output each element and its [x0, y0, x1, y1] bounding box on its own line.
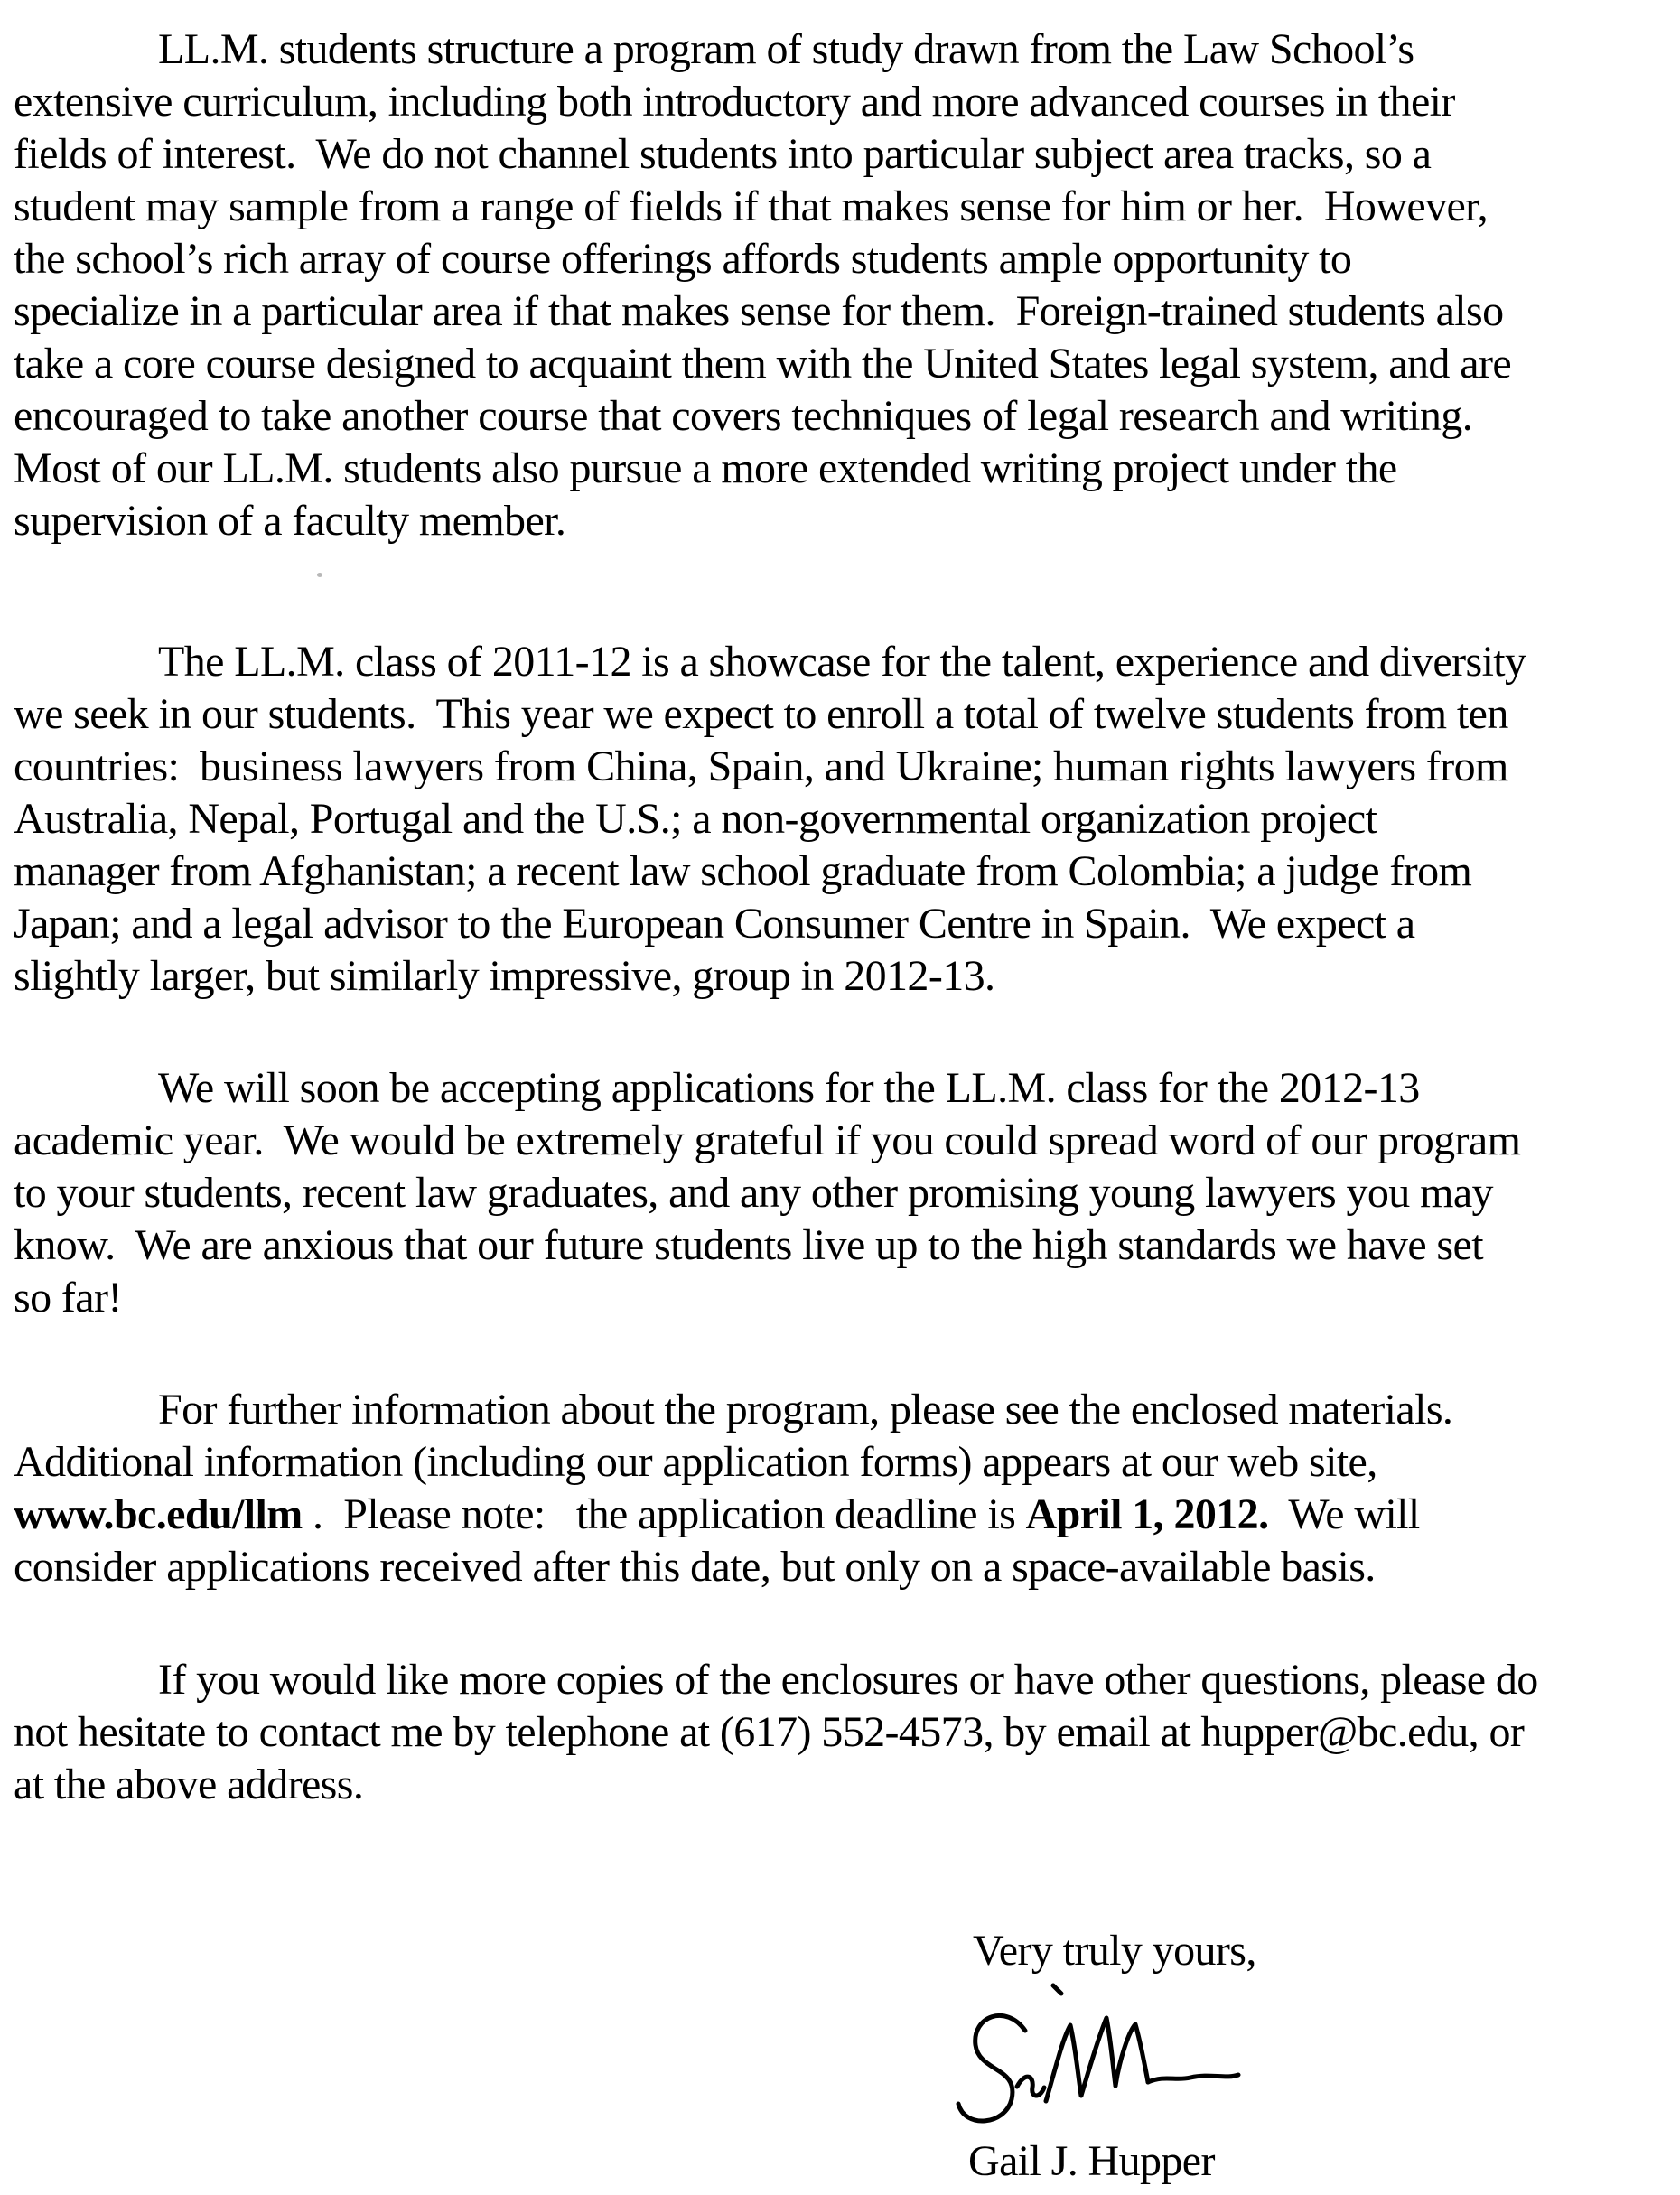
text-segment: . Please note: the application deadline is [302, 1490, 1026, 1538]
text-line [14, 898, 1677, 950]
text-line [14, 1436, 1677, 1489]
text-line [14, 793, 1677, 845]
text-segment: take a core course designed to acquaint them with the United States legal system, and are [14, 340, 1512, 388]
text-segment: Additional information (including our application forms) appears at our web site, [14, 1438, 1377, 1486]
text-segment: academic year. We would be extremely grateful if you could spread word of our program [14, 1116, 1521, 1164]
text-line [14, 181, 1677, 233]
text-line [14, 1384, 1677, 1436]
text-line [14, 688, 1677, 741]
text-segment: For further information about the program, please see the enclosed materials. [158, 1386, 1453, 1434]
signature-name: Gail J. Hupper [968, 2137, 1215, 2185]
text-segment: fields of interest. We do not channel students into particular subject area tracks, so a [14, 130, 1432, 178]
text-segment: LL.M. students structure a program of study drawn from the Law School’s [158, 25, 1414, 73]
text-segment: extensive curriculum, including both introductory and more advanced courses in their [14, 78, 1455, 126]
text-segment: Australia, Nepal, Portugal and the U.S.; a non-governmental organization project [14, 795, 1377, 843]
text-line [14, 128, 1677, 181]
text-segment: countries: business lawyers from China, Spain, and Ukraine; human rights lawyers from [14, 743, 1508, 790]
text-line [14, 1654, 1677, 1706]
text-line [14, 1115, 1677, 1167]
text-segment: If you would like more copies of the enclosures or have other questions, please do [158, 1656, 1538, 1704]
text-line [14, 390, 1677, 443]
text-segment: student may sample from a range of fields if that makes sense for him or her. However, [14, 182, 1489, 230]
signature-icon [938, 1978, 1249, 2134]
text-segment: slightly larger, but similarly impressive, group in 2012-13. [14, 952, 995, 1000]
text-line [14, 443, 1677, 495]
text-line [14, 1062, 1677, 1115]
text-line [14, 845, 1677, 898]
text-segment: the school’s rich array of course offerings affords students ample opportunity to [14, 235, 1352, 283]
text-line [14, 950, 1677, 1003]
text-segment: specialize in a particular area if that makes sense for them. Foreign-trained students also [14, 287, 1504, 335]
bold-text: www.bc.edu/llm [14, 1490, 303, 1538]
paragraph-1 [14, 23, 1677, 547]
text-segment: The LL.M. class of 2011-12 is a showcase for the talent, experience and diversity [158, 638, 1526, 686]
text-segment: supervision of a faculty member. [14, 497, 566, 545]
text-line [14, 495, 1677, 547]
text-line [14, 741, 1677, 793]
text-line [14, 233, 1677, 285]
text-segment: Most of our LL.M. students also pursue a more extended writing project under the [14, 444, 1397, 492]
text-segment: consider applications received after this date, but only on a space-available basis. [14, 1543, 1376, 1591]
text-segment: We will soon be accepting applications for the LL.M. class for the 2012-13 [158, 1064, 1420, 1112]
text-segment: to your students, recent law graduates, and any other promising young lawyers you may [14, 1169, 1493, 1217]
text-line [14, 1759, 1677, 1811]
text-line [14, 338, 1677, 390]
text-line [14, 1167, 1677, 1219]
text-line [14, 636, 1677, 688]
closing-line: Very truly yours, [973, 1927, 1256, 1975]
paragraph-4 [14, 1384, 1677, 1593]
text-line [14, 23, 1677, 76]
text-segment: We will [1268, 1490, 1420, 1538]
text-segment: Japan; and a legal advisor to the European Consumer Centre in Spain. We expect a [14, 900, 1415, 948]
scan-speck [317, 573, 322, 577]
text-line [14, 1541, 1677, 1593]
paragraph-2 [14, 636, 1677, 1003]
paragraph-5 [14, 1654, 1677, 1811]
text-line [14, 76, 1677, 128]
text-segment: encouraged to take another course that covers techniques of legal research and writing. [14, 392, 1473, 440]
text-segment: we seek in our students. This year we expect to enroll a total of twelve students from ten [14, 690, 1508, 738]
text-segment: at the above address. [14, 1761, 364, 1808]
text-line [14, 1272, 1677, 1324]
text-segment: so far! [14, 1274, 122, 1322]
text-segment: manager from Afghanistan; a recent law school graduate from Colombia; a judge from [14, 847, 1472, 895]
text-line [14, 285, 1677, 338]
text-segment: not hesitate to contact me by telephone at (617) 552-4573, by email at hupper@bc.edu, or [14, 1708, 1525, 1756]
bold-text: April 1, 2012. [1025, 1490, 1269, 1538]
text-segment: know. We are anxious that our future students live up to the high standards we have set [14, 1221, 1483, 1269]
text-line [14, 1706, 1677, 1759]
paragraph-3 [14, 1062, 1677, 1324]
text-line [14, 1489, 1677, 1541]
text-line [14, 1219, 1677, 1272]
